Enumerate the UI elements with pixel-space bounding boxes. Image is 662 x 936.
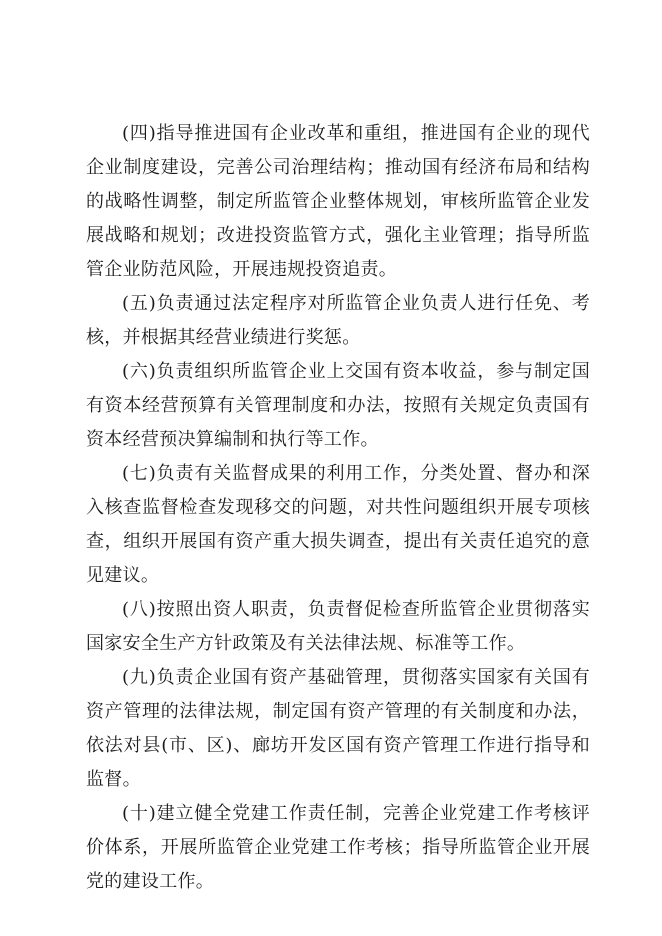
paragraph-item-4: (四)指导推进国有企业改革和重组，推进国有企业的现代企业制度建设，完善公司治理结构；推动国有经济布局和结构的战略性调整，制定所监管企业整体规划，审核所监管企业发展战略和规划；改进投资监管方式，强化主业管理；指导所监管企业防范风险，开展违规投资追责。: [86, 123, 590, 280]
paragraph-item-7: (七)负责有关监督成果的利用工作，分类处置、督办和深入核查监督检查发现移交的问题，对共性问题组织开展专项核查，组织开展国有资产重大损失调查，提出有关责任追究的意见建议。: [86, 463, 590, 586]
paragraph-item-8: (八)按照出资人职责，负责督促检查所监管企业贯彻落实国家安全生产方针政策及有关法律法规、标准等工作。: [86, 599, 590, 654]
paragraph-item-6: (六)负责组织所监管企业上交国有资本收益，参与制定国有资本经营预算有关管理制度和办法，按照有关规定负责国有资本经营预决算编制和执行等工作。: [86, 361, 590, 450]
paragraph-item-9: (九)负责企业国有资产基础管理，贯彻落实国家有关国有资产管理的法律法规，制定国有资产管理的有关制度和办法，依法对县(市、区)、廊坊开发区国有资产管理工作进行指导和监督。: [86, 667, 590, 790]
paragraph-item-5: (五)负责通过法定程序对所监管企业负责人进行任免、考核，并根据其经营业绩进行奖惩。: [86, 293, 590, 348]
document-page: [86, 117, 590, 899]
paragraph-item-10: (十)建立健全党建工作责任制，完善企业党建工作考核评价体系，开展所监管企业党建工作考核；指导所监管企业开展党的建设工作。: [86, 803, 590, 892]
